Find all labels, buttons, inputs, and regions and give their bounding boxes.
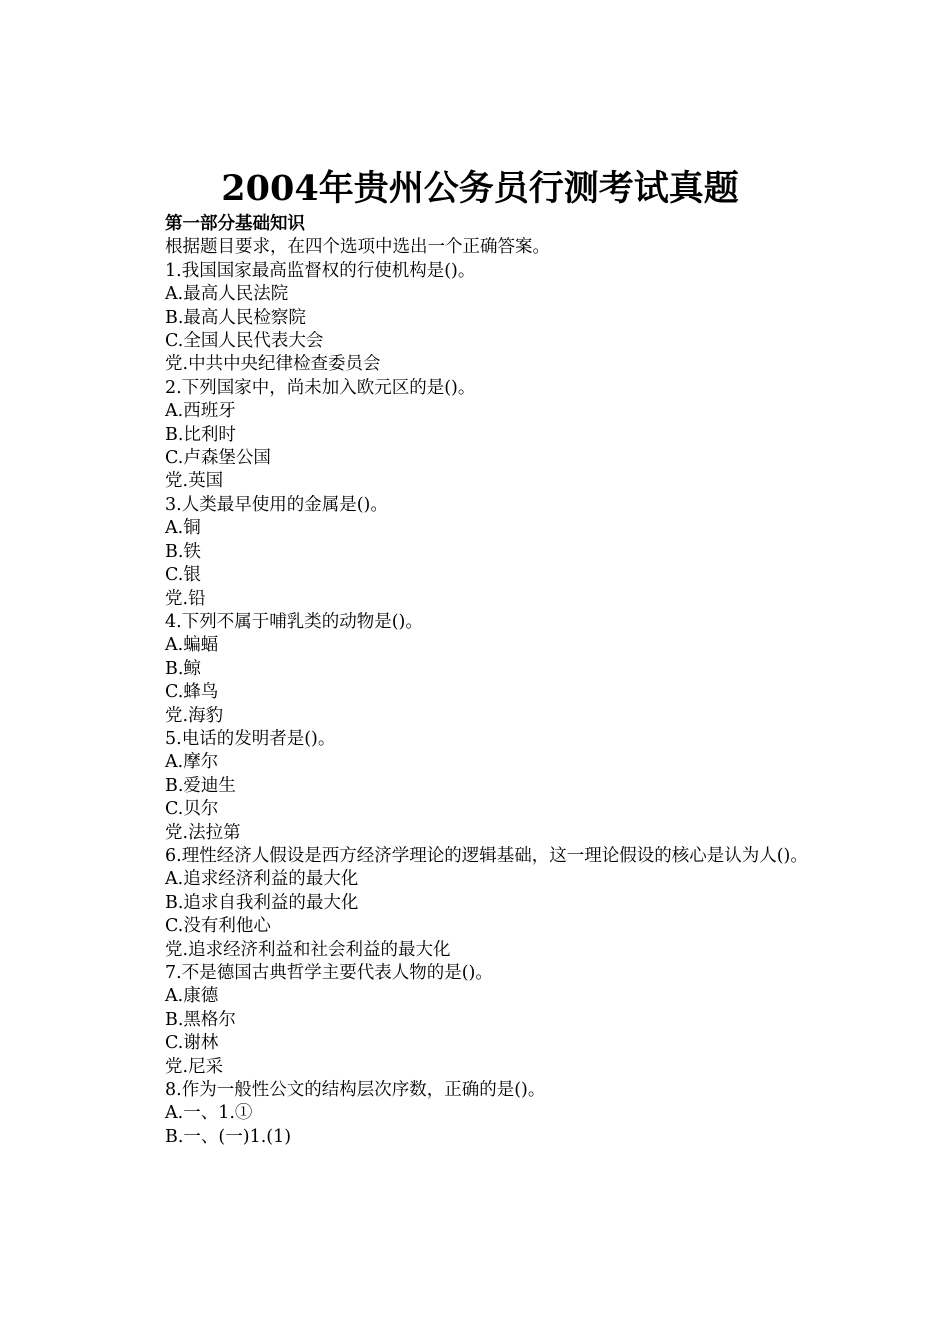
question-stem: 3.人类最早使用的金属是()。 xyxy=(165,494,388,515)
question-option: A.康德 xyxy=(165,986,219,1007)
question-option: C.卢森堡公国 xyxy=(165,448,271,469)
question-option: 党.英国 xyxy=(165,471,224,492)
question-option: B.一、(一)1.(1) xyxy=(165,1126,292,1147)
document-body xyxy=(124,213,844,1149)
question-5 xyxy=(124,728,844,845)
question-option: C.银 xyxy=(165,565,201,586)
question-option: B.鲸 xyxy=(165,658,201,679)
question-2 xyxy=(124,377,844,494)
question-option: 党.铅 xyxy=(165,588,206,609)
question-option: B.铁 xyxy=(165,541,201,562)
question-option: A.摩尔 xyxy=(165,752,219,773)
question-option: 党.尼采 xyxy=(165,1056,224,1077)
instruction-text: 根据题目要求，在四个选项中选出一个正确答案。 xyxy=(165,237,550,258)
question-option: A.蝙蝠 xyxy=(165,635,219,656)
question-4 xyxy=(124,611,844,728)
question-option: B.比利时 xyxy=(165,424,236,445)
section-heading: 第一部分基础知识 xyxy=(165,214,305,234)
question-stem: 5.电话的发明者是()。 xyxy=(165,728,336,749)
question-stem: 2.下列国家中，尚未加入欧元区的是()。 xyxy=(165,377,476,398)
question-option: A.最高人民法院 xyxy=(165,284,289,305)
question-stem: 6.理性经济人假设是西方经济学理论的逻辑基础，这一理论假设的核心是认为人()。 xyxy=(165,845,808,866)
question-stem: 7.不是德国古典哲学主要代表人物的是()。 xyxy=(165,963,493,983)
question-7 xyxy=(124,962,844,1079)
question-option: B.黑格尔 xyxy=(165,1009,236,1030)
question-option: C.全国人民代表大会 xyxy=(165,331,324,352)
question-option: B.最高人民检察院 xyxy=(165,307,306,328)
question-option: B.爱迪生 xyxy=(165,775,236,796)
question-option: 党.追求经济利益和社会利益的最大化 xyxy=(165,939,451,960)
question-option: A.一、1.① xyxy=(165,1103,253,1124)
question-option: A.铜 xyxy=(165,518,201,539)
question-stem: 8.作为一般性公文的结构层次序数，正确的是()。 xyxy=(165,1080,546,1101)
question-6 xyxy=(124,845,844,962)
question-option: B.追求自我利益的最大化 xyxy=(165,892,359,913)
question-option: C.蜂鸟 xyxy=(165,682,219,703)
question-option: C.谢林 xyxy=(165,1033,219,1054)
question-1 xyxy=(124,260,844,377)
question-stem: 4.下列不属于哺乳类的动物是()。 xyxy=(165,611,423,632)
question-option: 党.法拉第 xyxy=(165,822,241,843)
question-option: A.追求经济利益的最大化 xyxy=(165,869,359,890)
question-option: 党.中共中央纪律检查委员会 xyxy=(165,354,381,375)
question-8 xyxy=(124,1079,844,1149)
question-3 xyxy=(124,494,844,611)
question-stem: 1.我国国家最高监督权的行使机构是()。 xyxy=(165,260,476,281)
question-option: A.西班牙 xyxy=(165,401,236,422)
question-option: C.没有利他心 xyxy=(165,916,271,937)
question-option: 党.海豹 xyxy=(165,705,224,726)
question-option: C.贝尔 xyxy=(165,799,219,820)
document-title: 2004年贵州公务员行测考试真题 xyxy=(221,168,739,209)
